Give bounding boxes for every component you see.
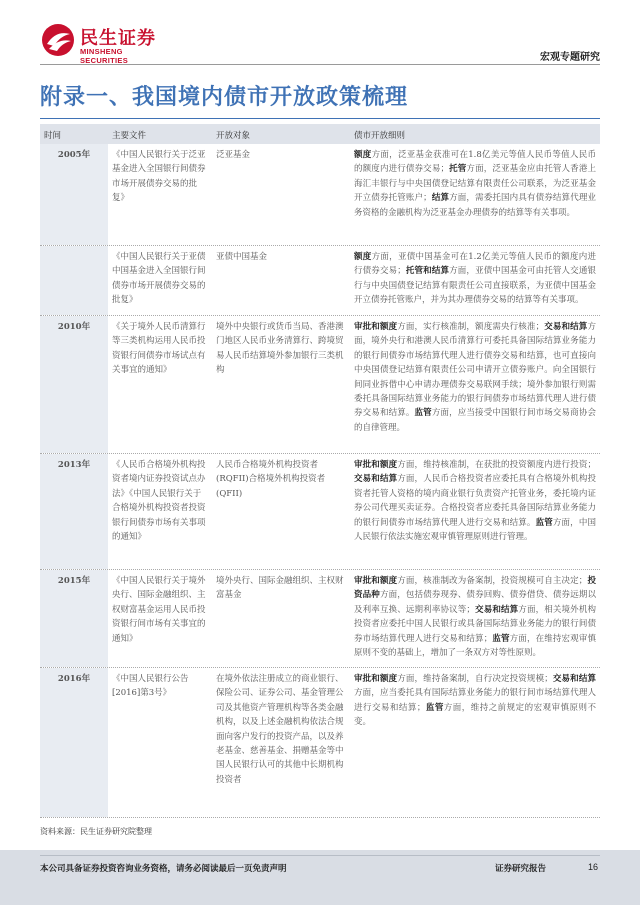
header-divider [40,64,600,65]
row-target: 在境外依法注册成立的商业银行、保险公司、证券公司、基金管理公司及其他资产管理机构等各类金融机构，以及上述金融机构依法合规面向客户发行的投资产品，以及养老基金、慈善基金、捐赠基金等中国人民银行认可的其他中长期机构投资者 [216,674,344,785]
minsheng-logo-icon [40,22,76,58]
detail-keyword: 交易和结算 [544,322,588,332]
title-divider [40,118,600,119]
detail-text: 方面，应当委托具有国际结算业务能力的银行间市场结算代理人进行交易和结算； [354,688,596,713]
detail-text: 方面，需委托国内具有债券结算代理业务资格的金融机构为泛亚基金办理债券的结算等有关事项。 [354,193,596,218]
footer-band [0,850,640,905]
row-target: 人民币合格境外机构投资者(RQFII)合格境外机构投资者(QFII) [216,460,326,499]
page-title: 附录一、我国境内债市开放政策梳理 [40,85,409,110]
table-header [40,124,600,144]
row-year: 2015年 [40,570,108,667]
detail-text: 方面，维持之前规定的宏观审慎原则不变。 [354,702,596,728]
row-document: 《中国人民银行关于境外央行、国际金融组织、主权财富基金运用人民币投资银行间市场有关事宜的通知》 [112,576,206,644]
row-target: 泛亚基金 [216,150,251,160]
detail-keyword: 额度 [354,252,372,262]
logo-en-text: MINSHENG SECURITIES [80,47,129,65]
table-row [40,144,600,246]
table-row [40,570,600,668]
detail-keyword: 审批和额度 [354,674,398,684]
detail-keyword: 交易和结算 [354,474,398,485]
detail-keyword: 交易和结算 [552,674,596,684]
detail-keyword: 审批和额度 [354,322,398,332]
table-row [40,668,600,818]
detail-keyword: 额度 [354,150,372,160]
detail-keyword: 监管 [535,517,553,528]
detail-text: 方面，维持核准制，在获批的投资额度内进行投资； [397,460,596,470]
detail-text: 方面，泛亚基金应由托管人香港上海汇丰银行与中央国债登记结算有限责任公司联系，为泛亚基金开立债券托管账户； [354,164,596,204]
detail-text: 方面，维持备案制，自行决定投资规模； [397,674,553,684]
detail-keyword: 监管 [425,702,444,713]
footer-disclaimer: 本公司具备证券投资咨询业务资格，请务必阅读最后一页免责声明 [40,864,287,874]
report-type: 宏观专题研究 [540,52,600,63]
detail-keyword: 监管 [492,633,510,644]
detail-keyword: 监管 [414,408,432,419]
row-year [40,246,108,315]
row-document: 《中国人民银行关于亚债中国基金进入全国银行间债券市场开展债券交易的批复》 [112,252,206,306]
detail-text: 方面，实行核准制，额度需央行核准； [397,322,545,332]
row-document: 《中国人民银行公告[2016]第3号》 [112,674,189,699]
page-header [0,0,640,70]
detail-keyword: 交易和结算 [474,604,519,615]
row-target: 亚债中国基金 [216,252,268,262]
footer-divider [40,855,600,856]
detail-keyword: 审批和额度 [354,576,398,586]
detail-text: 方面，相关境外机构投资者应委托中国人民银行或具备国际结算业务能力的银行间债券市场结算代理人进行交易和结算； [354,604,596,644]
row-target: 境外中央银行或货币当局、香港澳门地区人民币业务清算行、跨境贸易人民币结算境外参加银行三类机构 [216,322,344,376]
row-detail [350,668,600,817]
detail-keyword: 审批和额度 [354,460,398,470]
row-document: 《中国人民银行关于泛亚基金进入全国银行间债券市场开展债券交易的批复》 [112,150,206,204]
detail-keyword: 托管和结算 [405,266,450,277]
row-year: 2010年 [40,316,108,453]
detail-text: 方面，核准制改为备案制，投资规模可自主决定； [397,576,588,586]
table-body [40,144,600,818]
footer-report-label: 证券研究报告 [495,864,547,874]
row-year: 2013年 [40,454,108,569]
detail-keyword: 结算 [431,193,450,204]
row-target: 境外央行、国际金融组织、主权财富基金 [216,576,344,601]
row-document: 《人民币合格境外机构投资者境内证券投资试点办法》《中国人民银行关于合格境外机构投资者投资银行间债券市场有关事项的通知》 [112,460,206,543]
source-note: 资料来源：民生证券研究院整理 [40,827,152,836]
detail-text: 方面，中国人民银行依法实施宏观审慎管理原则进行管理。 [354,517,596,543]
logo-cn-text: 民生证券 [80,28,156,49]
detail-text: 方面，境外央行和港澳人民币清算行可委托具备国际结算业务能力的银行间债券市场结算代理人进行债券交易和结算，也可直接向中央国债登记结算有限责任公司申请开立债券账户。向全国银行间同业拆借中心申请办理债券交易联网手续；境外参加银行则需委托具备国际结算业务能力的银行间债券市场结算代理人进行债券交易和结算。 [354,322,596,419]
column-header-time: 时间 [44,131,62,141]
row-year: 2016年 [40,668,108,817]
table-row [40,454,600,570]
detail-text: 方面，亚债中国基金可在1.2亿美元等值人民币的额度内进行债券交易； [354,252,596,277]
detail-text: 方面，亚债中国基金可由托管人交通银行与中央国债登记结算有限责任公司直接联系，为亚债中国基金开立债券托管账户，并为其办理债券交易的结算等有关事项。 [354,266,596,306]
detail-text: 方面，包括债券现券、债券回购、债券借贷、债券远期以及利率互换、远期利率协议等； [354,590,596,615]
row-detail [350,570,600,667]
table-row [40,246,600,316]
minsheng-logo [40,22,170,65]
row-detail [350,454,600,569]
detail-text: 方面，在维持宏观审慎原则不变的基础上，增加了一条双方对等性原则。 [354,633,596,659]
row-document: 《关于境外人民币清算行等三类机构运用人民币投资银行间债券市场试点有关事宜的通知》 [112,322,206,376]
column-header-detail: 债市开放细则 [354,131,406,141]
row-year: 2005年 [40,144,108,245]
detail-text: 方面，应当接受中国银行间市场交易商协会的自律管理。 [354,408,596,433]
column-header-target: 开放对象 [216,131,251,141]
table-row [40,316,600,454]
row-detail [350,316,600,453]
detail-keyword: 托管 [448,164,467,175]
detail-text: 方面，泛亚基金获准可在1.8亿美元等值人民币等值人民币的额度内进行债券交易； [354,150,596,175]
row-detail [350,246,600,315]
policy-table [40,124,600,818]
detail-text: 方面，人民币合格投资者应委托具有合格境外机构投资者托管人资格的境内商业银行负责资产托管业务，委托境内证券公司代理买卖证券。合格投资者应委托具备国际结算业务能力的银行间债券市场结算代理人进行交易和结算。 [354,474,596,528]
column-header-document: 主要文件 [112,131,147,141]
page-number: 16 [588,862,599,872]
row-detail [350,144,600,245]
detail-keyword: 投资品种 [354,576,596,601]
